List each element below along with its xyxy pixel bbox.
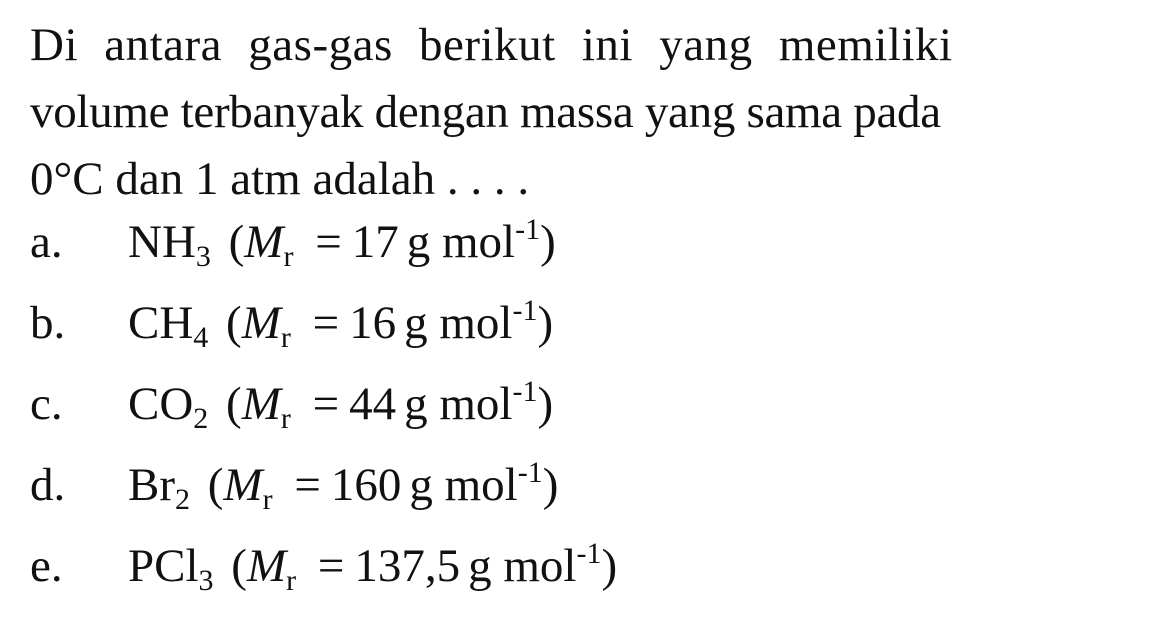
unit: g mol$^{-1}$ (404, 294, 538, 349)
equals-sign: = (315, 216, 342, 268)
open-paren: ( (207, 459, 224, 511)
close-paren: ) (542, 459, 559, 511)
unit: g mol$^{-1}$ (409, 456, 543, 511)
mr-symbol: $M_r$ (223, 459, 273, 516)
option-letter: b. (30, 297, 66, 349)
unit: g mol$^{-1}$ (404, 375, 538, 430)
mr-value: 160 (330, 459, 402, 511)
question-line-2: volume terbanyak dengan massa yang sama pada (30, 86, 941, 138)
chemical-formula: PCl$_3$ (128, 540, 214, 597)
option-letter: d. (30, 459, 66, 511)
close-paren: ) (537, 297, 554, 349)
open-paren: ( (226, 297, 242, 349)
option-c[interactable] (30, 377, 1130, 458)
close-paren: ) (540, 216, 556, 268)
option-b[interactable] (30, 296, 1130, 377)
option-e[interactable] (30, 539, 1130, 620)
option-body (128, 537, 618, 597)
option-body (128, 375, 554, 435)
mr-symbol: $M_r$ (241, 378, 291, 435)
open-paren: ( (231, 540, 247, 592)
unit: g mol$^{-1}$ (468, 537, 602, 592)
option-a[interactable] (30, 215, 1130, 296)
question-text (30, 12, 1140, 213)
open-paren: ( (228, 216, 245, 268)
option-body (128, 294, 554, 354)
question-line-3: 0°C dan 1 atm adalah . . . . (30, 153, 530, 205)
open-paren: ( (226, 378, 242, 430)
equals-sign: = (312, 297, 340, 349)
mr-value: 17 (351, 216, 399, 268)
chemical-formula: $NH_3$ (128, 216, 211, 273)
option-body (128, 456, 559, 516)
equals-sign: = (312, 378, 340, 430)
option-d[interactable] (30, 458, 1130, 539)
close-paren: ) (537, 378, 554, 430)
mr-value: 44 (349, 378, 397, 430)
unit: g mol$^{-1}$ (406, 213, 541, 268)
answer-options (30, 215, 1130, 620)
option-letter: e. (30, 540, 63, 592)
chemical-formula: $CO_2$ (128, 378, 209, 435)
option-letter: a. (30, 216, 63, 268)
equals-sign: = (294, 459, 321, 511)
question-line-1: Di antara gas-gas berikut ini yang memiliki (30, 19, 953, 71)
close-paren: ) (601, 540, 618, 592)
chemical-formula: $Br_2$ (128, 459, 190, 516)
option-letter: c. (30, 378, 63, 430)
mr-symbol: $M_r$ (246, 540, 297, 597)
equals-sign: = (317, 540, 345, 592)
mr-value: 16 (349, 297, 397, 349)
chemical-formula: $CH_4$ (128, 297, 209, 354)
mr-value: 137,5 (354, 540, 461, 592)
option-body (128, 213, 556, 273)
mr-symbol: $M_r$ (244, 216, 294, 273)
mr-symbol: $M_r$ (241, 297, 291, 354)
